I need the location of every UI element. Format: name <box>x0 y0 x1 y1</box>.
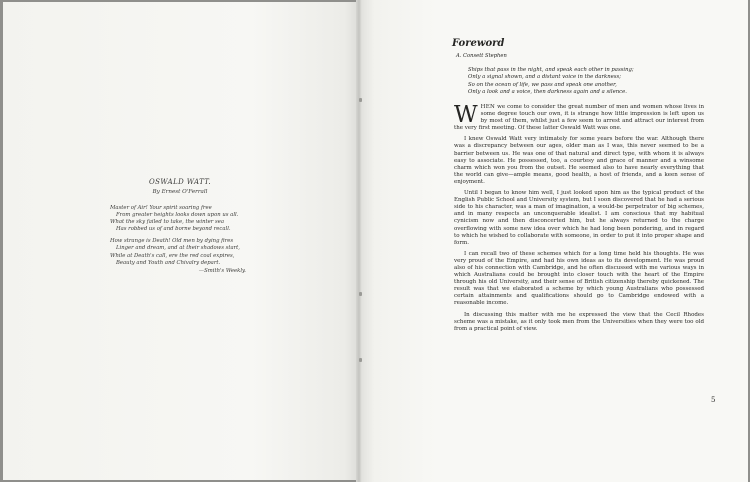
poem-stanza-2 <box>110 238 250 266</box>
epigraph <box>468 67 708 97</box>
poem-line: While at Death's call, ere the red coal expires, <box>110 252 235 259</box>
epigraph-line: Only a look and a voice, then darkness again and a silence. <box>468 89 627 96</box>
poem-line: Linger and dream, and at their shadows start, <box>116 245 240 252</box>
epigraph-line: So on the ocean of life, we pass and speak one another, <box>468 81 617 88</box>
page-number: 5 <box>711 396 716 404</box>
binding-staple <box>359 292 362 296</box>
paragraph: In discussing this matter with me he expressed the view that the Cecil Rhodes scheme was a mistake, as it only took men from the Universities when they were too old from a practical point of view. <box>454 311 704 332</box>
epigraph-line: Only a signal shown, and a distant voice in the darkness; <box>468 74 622 81</box>
foreword-body <box>454 104 704 337</box>
poem-source: —Smith's Weekly. <box>198 267 246 274</box>
epigraph-line: Ships that pass in the night, and speak each other in passing; <box>468 67 634 73</box>
paragraph <box>454 104 704 132</box>
poem-title: OSWALD WATT. <box>149 178 211 186</box>
poem-line: How strange is Death! Old men by dying fires <box>110 238 234 245</box>
opening-small-caps: HEN <box>480 104 496 110</box>
book-gutter <box>356 0 362 482</box>
binding-staple <box>359 98 362 102</box>
foreword-heading: Foreword <box>452 38 505 49</box>
poem-line: Has robbed us of and borne beyond recall. <box>116 226 231 233</box>
poem-author: By Ernest O'Ferrall <box>152 189 208 195</box>
poem-line: What the sky failed to take, the winter sea <box>110 219 224 226</box>
paragraph: I knew Oswald Watt very intimately for some years before the war. Although there was a discrepancy between our ages, older man as I was, this never seemed to be a barrier between us. He was one of that natural and direct type, with whom it is always easy to associate. He possessed, too, a courtesy and grace of manner and a winsome charm which won you from the outset. He seemed also to have nearly everything that the world can give—ample means, good health, a host of friends, and a keen sense of enjoyment. <box>454 136 704 185</box>
foreword-author: A. Consett Stephen <box>456 53 507 59</box>
paragraph-text: we come to consider the great number of men and women whose lives in some degree touch our own, it is strange how little impression is left upon us by most of them, whilst just a few seem to arrest and attract our interest from the very first meeting. Of these latter Oswald Watt was one. <box>454 104 704 132</box>
poem-stanza-1 <box>110 205 250 233</box>
poem-line: Master of Air! Your spirit soaring free <box>110 205 212 211</box>
poem-line: From greater heights looks down upon us all. <box>116 212 239 219</box>
memorial-poem <box>110 178 250 274</box>
drop-cap: W <box>454 102 478 128</box>
poem-line: Beauty and Youth and Chivalry depart. <box>116 259 221 266</box>
paragraph: Until I began to know him well, I just looked upon him as the typical product of the English Public School and University system, but I soon discovered that he had a serious side to his character, was a man of imagination, a would-be perpetrator of big schemes, and in many respects an unconquerable idealist. I am conscious that my habitual cynicism now and then disconcerted him, but he always returned to the charge overflowing with some new idea over which he had long been pondering, and in regard to which he wished to collaborate with someone, in order to put it into proper shape and form. <box>454 190 704 246</box>
paragraph: I can recall two of these schemes which for a long time held his thoughts. He was very proud of the Empire, and had his own ideas as to its development. He was proud also of his connection with Cambridge, and he often discussed with me various ways in which Australians could be brought into closer touch with the heart of the Empire through his old University, and their sense of British citizenship thereby quickened. The result was that we elaborated a scheme by which young Australians who possessed certain attainments and qualifications should go to Cambridge endowed with a reasonable income. <box>454 250 704 307</box>
binding-staple <box>359 358 362 362</box>
